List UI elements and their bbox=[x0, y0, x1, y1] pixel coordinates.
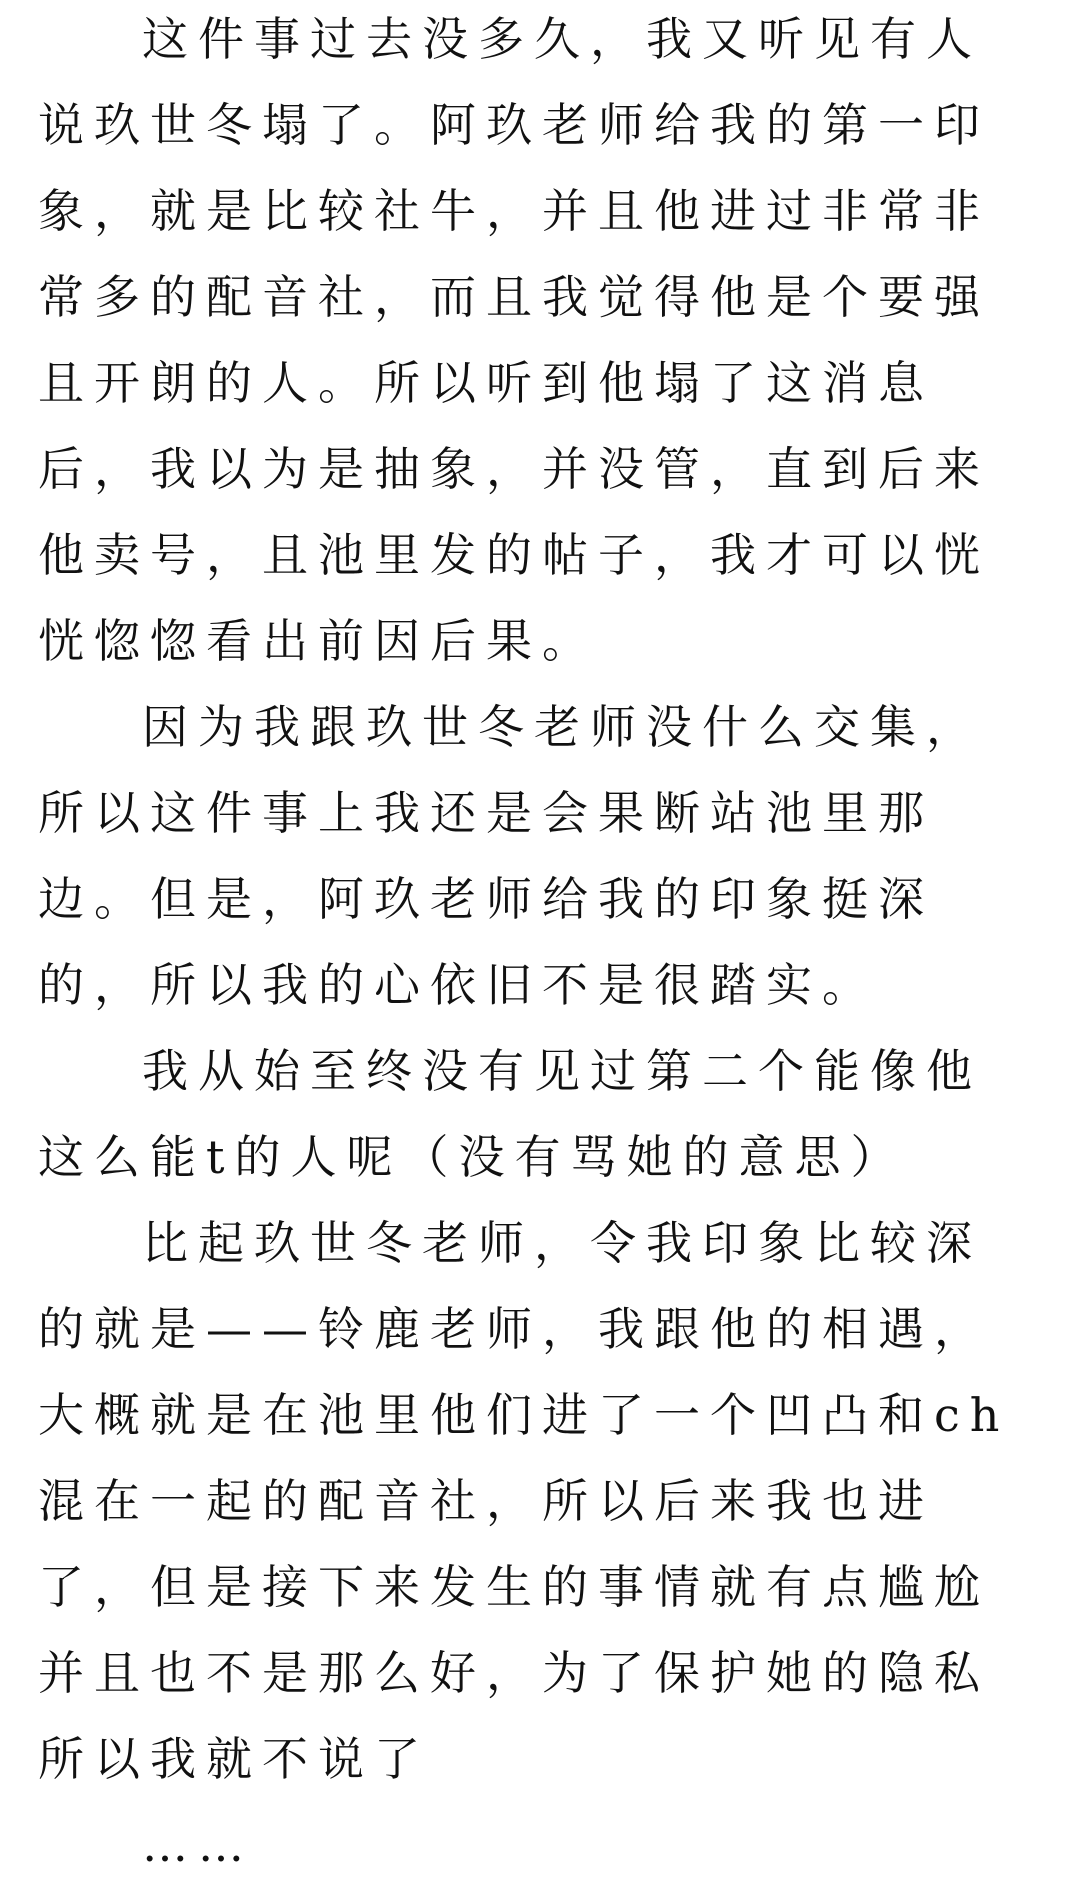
paragraph-1: 这件事过去没多久，我又听见有人说玖世冬塌了。阿玖老师给我的第一印象，就是比较社牛，并且他进过非常非常多的配音社，而且我觉得他是个要强且开朗的人。所以听到他塌了这消息后，我以为是抽象，并没管，直到后来他卖号，且池里发的帖子，我才可以恍恍惚惚看出前因后果。 bbox=[38, 12, 990, 668]
paragraph-2: 因为我跟玖世冬老师没什么交集，所以这件事上我还是会果断站池里那边。但是，阿玖老师给我的印象挺深的，所以我的心依旧不是很踏实。 bbox=[38, 700, 982, 1012]
trailing-ellipsis: …… bbox=[142, 1818, 254, 1872]
paragraph-3: 我从始至终没有见过第二个能像他这么能t的人呢（没有骂她的意思） bbox=[38, 1044, 982, 1184]
paragraph-4: 比起玖世冬老师，令我印象比较深的就是——铃鹿老师，我跟他的相遇，大概就是在池里他们进了一个凹凸和ch混在一起的配音社，所以后来我也进了，但是接下来发生的事情就有点尴尬并且也不是那么好，为了保护她的隐私所以我就不说了 bbox=[38, 1216, 1010, 1786]
